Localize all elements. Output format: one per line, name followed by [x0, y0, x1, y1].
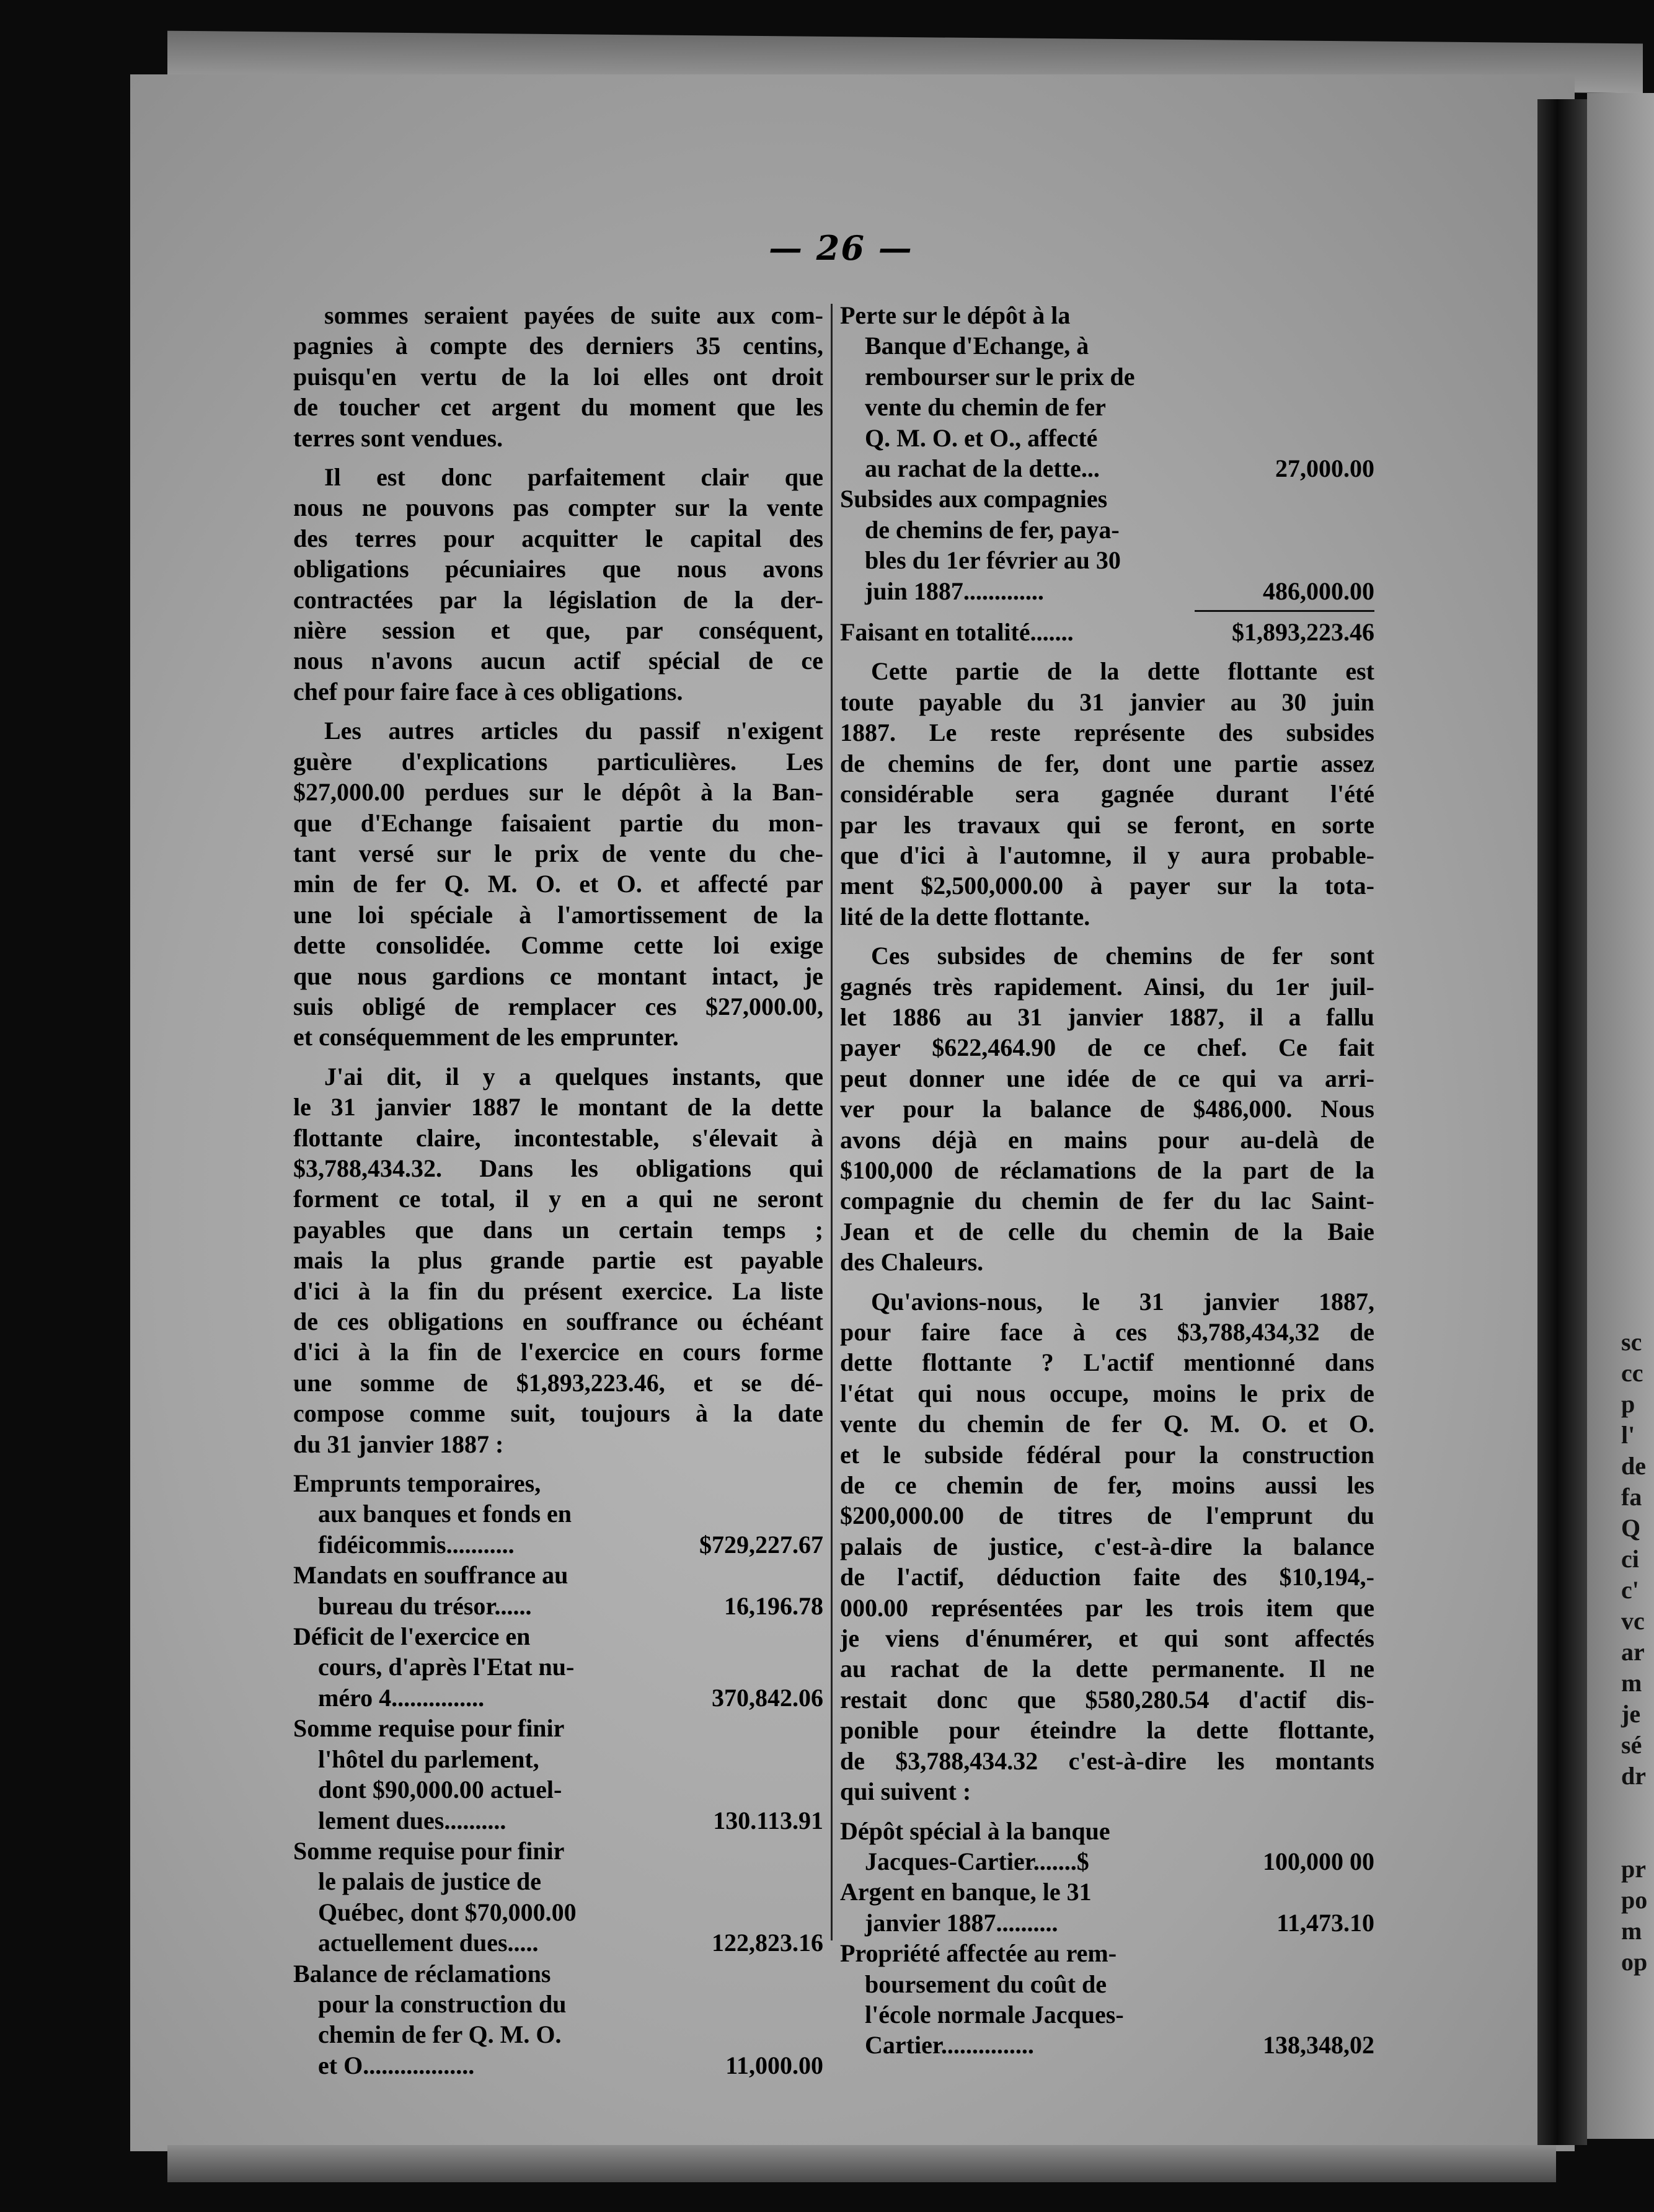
text-line: compagnie du chemin de fer du lac Saint- — [840, 1187, 1374, 1215]
text-line: compose comme suit, toujours à la date — [293, 1399, 823, 1428]
text-line: de l'actif, déduction faite des $10,194,- — [840, 1563, 1374, 1591]
table-row — [840, 1938, 1374, 2061]
text-line: payables que dans un certain temps ; — [293, 1215, 823, 1244]
text-line: de $3,788,434.32 c'est-à-dire les montants — [840, 1746, 1374, 1775]
text-line: nière session et que, par conséquent, — [293, 616, 823, 645]
spacer — [840, 1278, 1374, 1286]
text-line: Il est donc parfaitement clair que — [324, 463, 823, 492]
item-line: Subsides aux compagnies — [840, 485, 1108, 513]
item-line: Perte sur le dépôt à la — [840, 301, 1071, 329]
text-line: nous ne pouvons pas compter sur la vente — [293, 493, 823, 522]
text-line: lité de la dette flottante. — [840, 902, 1090, 931]
right-liabilities-table — [840, 300, 1374, 606]
item-line: boursement du coût de — [865, 1970, 1107, 1998]
item-line: bles du 1er février au 30 — [865, 546, 1121, 575]
text-line: que d'Echange faisaient partie du mon- — [293, 808, 823, 837]
paragraph — [840, 1286, 1374, 1807]
text-line: gagnés très rapidement. Ainsi, du 1er juil- — [840, 972, 1374, 1001]
paragraph — [840, 656, 1374, 932]
adjacent-page — [1587, 93, 1654, 2139]
item-line: fidéicommis........... — [318, 1530, 515, 1559]
fragment-text: Q — [1621, 1514, 1641, 1542]
item-line: vente du chemin de fer — [865, 393, 1106, 422]
item-description — [840, 1877, 1188, 1938]
item-line: Déficit de l'exercice en — [293, 1622, 531, 1651]
fragment-text: p — [1621, 1390, 1635, 1418]
text-line: flottante claire, incontestable, s'élevait à — [293, 1123, 823, 1152]
text-line: peut donner une idée de ce qui va arri- — [840, 1064, 1374, 1092]
book-bottom-edge — [167, 2145, 1556, 2182]
item-amount: 16,196.78 — [724, 1591, 823, 1620]
item-amount: 11,000.00 — [725, 2051, 823, 2079]
text-line: Qu'avions-nous, le 31 janvier 1887, — [871, 1287, 1374, 1316]
item-line: l'hôtel du parlement, — [318, 1745, 539, 1773]
item-line: Cartier............... — [865, 2031, 1034, 2059]
text-line: nous n'avons aucun actif spécial de ce — [293, 647, 823, 675]
text-line: le 31 janvier 1887 le montant de la dette — [293, 1093, 823, 1121]
text-line: terres sont vendues. — [293, 423, 503, 452]
total-rule-wrap — [840, 606, 1374, 617]
text-line: ment $2,500,000.00 à payer sur la tota- — [840, 872, 1374, 900]
text-line: une somme de $1,893,223.46, et se dé- — [293, 1368, 823, 1397]
fragment-text: sc — [1621, 1328, 1642, 1356]
fragment-text: de — [1621, 1452, 1646, 1480]
text-line: min de fer Q. M. O. et O. et affecté par — [293, 870, 823, 898]
text-line: 000.00 représentées par les trois item que — [840, 1593, 1374, 1622]
item-line: rembourser sur le prix de — [865, 362, 1135, 391]
fragment-text: vc — [1621, 1607, 1645, 1635]
text-line: que nous gardions ce montant intact, je — [293, 962, 823, 990]
text-line: let 1886 au 31 janvier 1887, il a fallu — [840, 1002, 1374, 1031]
fragment-text: po — [1621, 1886, 1648, 1914]
fragment-text: m — [1621, 1669, 1642, 1697]
text-line: considérable sera gagnée durant l'été — [840, 780, 1374, 808]
table-row — [840, 484, 1374, 606]
text-line: $27,000.00 perdues sur le dépôt à la Ban- — [293, 778, 823, 807]
item-description — [293, 1621, 637, 1713]
text-line: contractées par la législation de la der- — [293, 585, 823, 614]
text-line: dette consolidée. Comme cette loi exige — [293, 931, 823, 960]
text-line: Les autres articles du passif n'exigent — [324, 717, 823, 745]
item-description — [293, 1468, 637, 1560]
text-line: forment ce total, il y en a qui ne seront — [293, 1185, 823, 1213]
total-amount: $1,893,223.46 — [1232, 618, 1374, 647]
item-line: juin 1887............. — [865, 577, 1044, 605]
text-line: du 31 janvier 1887 : — [293, 1430, 504, 1458]
item-line: méro 4............... — [318, 1683, 485, 1712]
page-number: — 26 — — [769, 228, 913, 268]
item-line: Somme requise pour finir — [293, 1836, 565, 1865]
text-line: palais de justice, c'est-à-dire la balance — [840, 1532, 1374, 1560]
fragment-text: sé — [1621, 1731, 1642, 1759]
paragraph — [293, 462, 823, 707]
text-line: puisqu'en vertu de la loi elles ont droit — [293, 362, 823, 391]
item-line: Banque d'Echange, à — [865, 332, 1089, 360]
text-line: et le subside fédéral pour la construction — [840, 1440, 1374, 1469]
text-line: de ces obligations en souffrance ou échéant — [293, 1307, 823, 1335]
text-line: sommes seraient payées de suite aux com- — [324, 301, 823, 329]
table-row — [840, 1877, 1374, 1938]
spacer — [840, 932, 1374, 940]
item-description — [840, 300, 1188, 484]
text-line: J'ai dit, il y a quelques instants, que — [324, 1062, 823, 1091]
table-row — [293, 1958, 823, 2081]
table-row — [293, 1560, 823, 1621]
text-line: tant versé sur le prix de vente du che- — [293, 839, 823, 867]
fragment-text: m — [1621, 1917, 1642, 1945]
text-line: payer $622,464.90 de ce chef. Ce fait — [840, 1033, 1374, 1062]
text-line: et conséquemment de les emprunter. — [293, 1023, 679, 1051]
text-line: de chemins de fer, dont une partie assez — [840, 749, 1374, 777]
fragment-text: op — [1621, 1948, 1648, 1976]
text-line: d'ici à la fin de l'exercice en cours forme — [293, 1338, 823, 1366]
text-line: mais la plus grande partie est payable — [293, 1246, 823, 1275]
item-line: pour la construction du — [318, 1989, 567, 2018]
text-line: de ce chemin de fer, moins aussi les — [840, 1471, 1374, 1500]
paragraph — [293, 300, 823, 453]
text-line: de toucher cet argent du moment que les — [293, 393, 823, 422]
text-line: l'état qui nous occupe, moins le prix de — [840, 1379, 1374, 1407]
item-line: Balance de réclamations — [293, 1959, 551, 1988]
text-line: qui suivent : — [840, 1777, 971, 1806]
table-row — [840, 1816, 1374, 1877]
text-line: des terres pour acquitter le capital des — [293, 524, 823, 552]
left-liabilities-table — [293, 1468, 823, 2081]
item-amount: 138,348,02 — [1263, 2031, 1374, 2059]
right-paragraphs — [840, 656, 1374, 1807]
fragment-text: ci — [1621, 1545, 1639, 1573]
item-line: Somme requise pour finir — [293, 1714, 565, 1743]
fragment-text: dr — [1621, 1762, 1646, 1790]
item-line: Argent en banque, le 31 — [840, 1878, 1092, 1906]
text-line: par les travaux qui se feront, en sorte — [840, 810, 1374, 839]
item-line: lement dues.......... — [318, 1806, 506, 1834]
item-amount: 122,823.16 — [712, 1929, 823, 1957]
table-row — [293, 1621, 823, 1713]
item-line: Québec, dont $70,000.00 — [318, 1898, 577, 1926]
item-amount: 27,000.00 — [1275, 454, 1374, 483]
item-description — [840, 1816, 1188, 1877]
total-row — [840, 617, 1374, 647]
paragraph — [293, 1061, 823, 1459]
item-amount: 11,473.10 — [1276, 1908, 1374, 1937]
left-column — [293, 300, 823, 2081]
item-line: Propriété affectée au rem- — [840, 1939, 1117, 1968]
spacer — [840, 647, 1374, 656]
item-amount: 486,000.00 — [1263, 577, 1374, 605]
text-line: $200,000.00 de titres de l'emprunt du — [840, 1502, 1374, 1530]
left-paragraphs — [293, 300, 823, 1459]
spacer — [293, 453, 823, 462]
text-line: $3,788,434.32. Dans les obligations qui — [293, 1154, 823, 1182]
fragment-text: l' — [1621, 1421, 1635, 1449]
text-line: vente du chemin de fer Q. M. O. et O. — [840, 1410, 1374, 1438]
total-rule — [1195, 610, 1374, 612]
fragment-text: ar — [1621, 1638, 1645, 1666]
item-line: cours, d'après l'Etat nu- — [318, 1653, 575, 1681]
item-line: Emprunts temporaires, — [293, 1469, 541, 1498]
fragment-text: cc — [1621, 1359, 1643, 1387]
text-line: d'ici à la fin du présent exercice. La liste — [293, 1276, 823, 1305]
text-line: $100,000 de réclamations de la part de la — [840, 1156, 1374, 1184]
item-line: le palais de justice de — [318, 1867, 541, 1896]
fragment-text: je — [1621, 1700, 1641, 1728]
text-line: avons déjà en mains pour au-delà de — [840, 1125, 1374, 1154]
item-line: Jacques-Cartier.......$ — [865, 1847, 1089, 1875]
text-line: Jean et de celle du chemin de la Baie — [840, 1217, 1374, 1245]
item-line: aux banques et fonds en — [318, 1500, 572, 1528]
table-row — [840, 300, 1374, 484]
total-label: Faisant en totalité....... — [840, 618, 1074, 647]
item-amount: 130.113.91 — [713, 1806, 823, 1834]
item-line: bureau du trésor...... — [318, 1591, 532, 1620]
text-line: 1887. Le reste représente des subsides — [840, 719, 1374, 747]
text-line: suis obligé de remplacer ces $27,000.00, — [293, 992, 823, 1020]
item-line: au rachat de la dette... — [865, 454, 1100, 483]
table-row — [293, 1468, 823, 1560]
text-line: ponible pour éteindre la dette flottante, — [840, 1716, 1374, 1745]
item-description — [293, 1560, 637, 1621]
fragment-text: fa — [1621, 1483, 1642, 1511]
text-line: guère d'explications particulières. Les — [293, 747, 823, 776]
text-line: pour faire face à ces $3,788,434,32 de — [840, 1318, 1374, 1346]
text-line: chef pour faire face à ces obligations. — [293, 677, 683, 706]
item-description — [293, 1836, 637, 1958]
text-line: ver pour la balance de $486,000. Nous — [840, 1095, 1374, 1123]
text-line: obligations pécuniaires que nous avons — [293, 555, 823, 583]
fragment-text: pr — [1621, 1855, 1646, 1883]
text-line: que d'ici à l'automne, il y aura probable- — [840, 841, 1374, 869]
text-line: pagnies à compte des derniers 35 centins, — [293, 332, 823, 360]
item-description — [840, 484, 1188, 606]
item-line: Mandats en souffrance au — [293, 1561, 568, 1590]
item-description — [840, 1938, 1188, 2061]
text-line: Ces subsides de chemins de fer sont — [871, 942, 1374, 970]
text-line: je viens d'énumérer, et qui sont affectés — [840, 1624, 1374, 1653]
table-row — [293, 1836, 823, 1958]
text-line: dette flottante ? L'actif mentionné dans — [840, 1348, 1374, 1377]
assets-table — [840, 1816, 1374, 2061]
item-line: Q. M. O. et O., affecté — [865, 423, 1098, 452]
item-description — [293, 1713, 637, 1836]
text-line: restait donc que $580,280.54 d'actif dis- — [840, 1685, 1374, 1714]
table-row — [293, 1713, 823, 1836]
item-line: chemin de fer Q. M. O. — [318, 2020, 562, 2049]
spacer — [293, 707, 823, 715]
text-line: des Chaleurs. — [840, 1248, 984, 1276]
item-line: actuellement dues..... — [318, 1929, 539, 1957]
right-column — [840, 300, 1374, 2061]
book-spine — [1537, 99, 1587, 2145]
text-line: toute payable du 31 janvier au 30 juin — [840, 688, 1374, 716]
column-divider — [831, 304, 833, 1940]
item-description — [293, 1958, 637, 2081]
text-line: Cette partie de la dette flottante est — [871, 657, 1374, 686]
item-line: dont $90,000.00 actuel- — [318, 1776, 562, 1804]
paragraph — [840, 940, 1374, 1277]
text-line: au rachat de la dette permanente. Il ne — [840, 1655, 1374, 1683]
text-line: une loi spéciale à l'amortissement de la — [293, 900, 823, 929]
item-line: de chemins de fer, paya- — [865, 515, 1120, 544]
fragment-text: c' — [1621, 1576, 1639, 1604]
spacer — [293, 1053, 823, 1061]
item-amount: 370,842.06 — [712, 1683, 823, 1712]
item-line: janvier 1887.......... — [865, 1908, 1058, 1937]
item-line: Dépôt spécial à la banque — [840, 1816, 1110, 1845]
paragraph — [293, 715, 823, 1052]
item-amount: $729,227.67 — [699, 1530, 823, 1559]
item-amount: 100,000 00 — [1263, 1847, 1374, 1875]
item-line: l'école normale Jacques- — [865, 2000, 1124, 2028]
item-line: et O.................. — [318, 2051, 475, 2079]
